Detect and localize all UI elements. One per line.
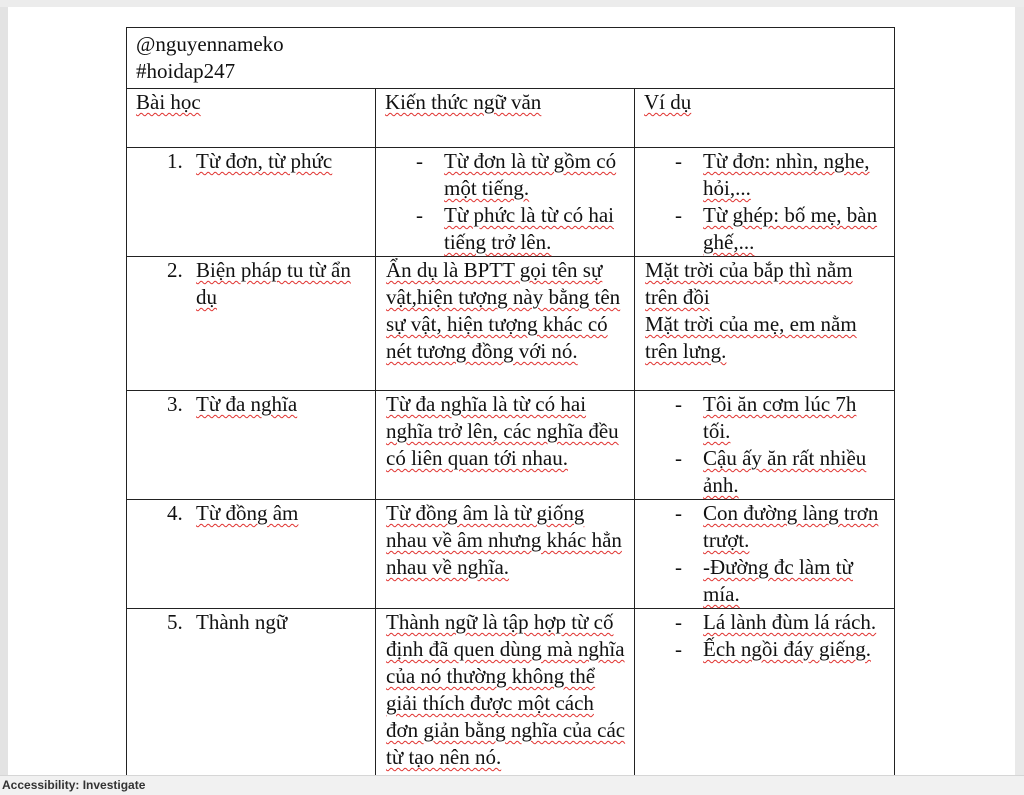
knowledge-cell[interactable] bbox=[376, 148, 635, 257]
list-item: - Con đường làng trơn trượt. bbox=[675, 501, 879, 552]
table-header-row bbox=[127, 89, 895, 148]
example-cell[interactable] bbox=[635, 391, 895, 500]
table-row bbox=[127, 609, 895, 776]
lesson-table bbox=[126, 27, 895, 775]
accessibility-status[interactable]: Accessibility: Investigate bbox=[2, 778, 146, 792]
table-row bbox=[127, 500, 895, 609]
knowledge-cell[interactable]: Ẩn dụ là BPTT gọi tên sự vật,hiện tượng này bằng tên sự vật, hiện tượng khác có nét tương đồng với nó. bbox=[376, 257, 635, 391]
lesson-title: Từ đơn, từ phức bbox=[196, 149, 333, 173]
example-cell[interactable] bbox=[635, 500, 895, 609]
list-item: - Cậu ấy ăn rất nhiều ảnh. bbox=[675, 446, 867, 497]
lesson-title: Từ đa nghĩa bbox=[196, 392, 298, 416]
list-item: - Tôi ăn cơm lúc 7h tối. bbox=[675, 392, 857, 443]
knowledge-cell[interactable]: Từ đồng âm là từ giống nhau về âm nhưng khác hẳn nhau về nghĩa. bbox=[376, 500, 635, 609]
column-header[interactable]: Kiến thức ngữ văn bbox=[376, 89, 635, 148]
title-cell[interactable] bbox=[127, 28, 895, 89]
document-page[interactable] bbox=[8, 7, 1015, 775]
lesson-cell[interactable]: 5. Thành ngữ bbox=[127, 609, 376, 776]
author-tag: @nguyennameko bbox=[136, 32, 284, 56]
table-row bbox=[127, 148, 895, 257]
table-row bbox=[127, 257, 895, 391]
hashtag: #hoidap247 bbox=[136, 59, 236, 83]
right-scroll-area[interactable] bbox=[1015, 7, 1024, 775]
example-cell[interactable]: Mặt trời của bắp thì nằm trên đồi Mặt trời của mẹ, em nằm trên lưng. bbox=[635, 257, 895, 391]
toolbar-strip bbox=[0, 0, 1024, 7]
list-item: - Ếch ngồi đáy giếng. bbox=[675, 637, 871, 661]
table-title-row bbox=[127, 28, 895, 89]
lesson-cell[interactable]: 1. Từ đơn, từ phức bbox=[127, 148, 376, 257]
lesson-cell[interactable]: 2. Biện pháp tu từ ẩn dụ bbox=[127, 257, 376, 391]
list-item: - -Đường đc làm từ mía. bbox=[675, 555, 853, 606]
list-item: - Từ phức là từ có hai tiếng trở lên. bbox=[416, 203, 615, 254]
lesson-cell[interactable]: 4. Từ đồng âm bbox=[127, 500, 376, 609]
table-row bbox=[127, 391, 895, 500]
list-item: - Từ đơn: nhìn, nghe, hỏi,... bbox=[675, 149, 870, 200]
lesson-title: Biện pháp tu từ ẩn dụ bbox=[196, 258, 351, 309]
column-header[interactable]: Ví dụ bbox=[635, 89, 895, 148]
status-bar bbox=[0, 775, 1024, 795]
example-cell[interactable] bbox=[635, 609, 895, 776]
list-item: - Từ đơn là từ gồm có một tiếng. bbox=[416, 149, 617, 200]
knowledge-cell[interactable]: Thành ngữ là tập hợp từ cố định đã quen dùng mà nghĩa của nó thường không thể giải thích được một cách đơn giản bằng nghĩa của các từ tạo nên nó. bbox=[376, 609, 635, 776]
list-item: - Lá lành đùm lá rách. bbox=[675, 610, 877, 634]
list-item: - Từ ghép: bố mẹ, bàn ghế,... bbox=[675, 203, 878, 254]
knowledge-cell[interactable]: Từ đa nghĩa là từ có hai nghĩa trở lên, các nghĩa đều có liên quan tới nhau. bbox=[376, 391, 635, 500]
lesson-cell[interactable]: 3. Từ đa nghĩa bbox=[127, 391, 376, 500]
column-header[interactable]: Bài học bbox=[127, 89, 376, 148]
example-cell[interactable] bbox=[635, 148, 895, 257]
lesson-title: Từ đồng âm bbox=[196, 501, 299, 525]
left-margin bbox=[0, 7, 8, 775]
lesson-title: Thành ngữ bbox=[196, 610, 288, 634]
